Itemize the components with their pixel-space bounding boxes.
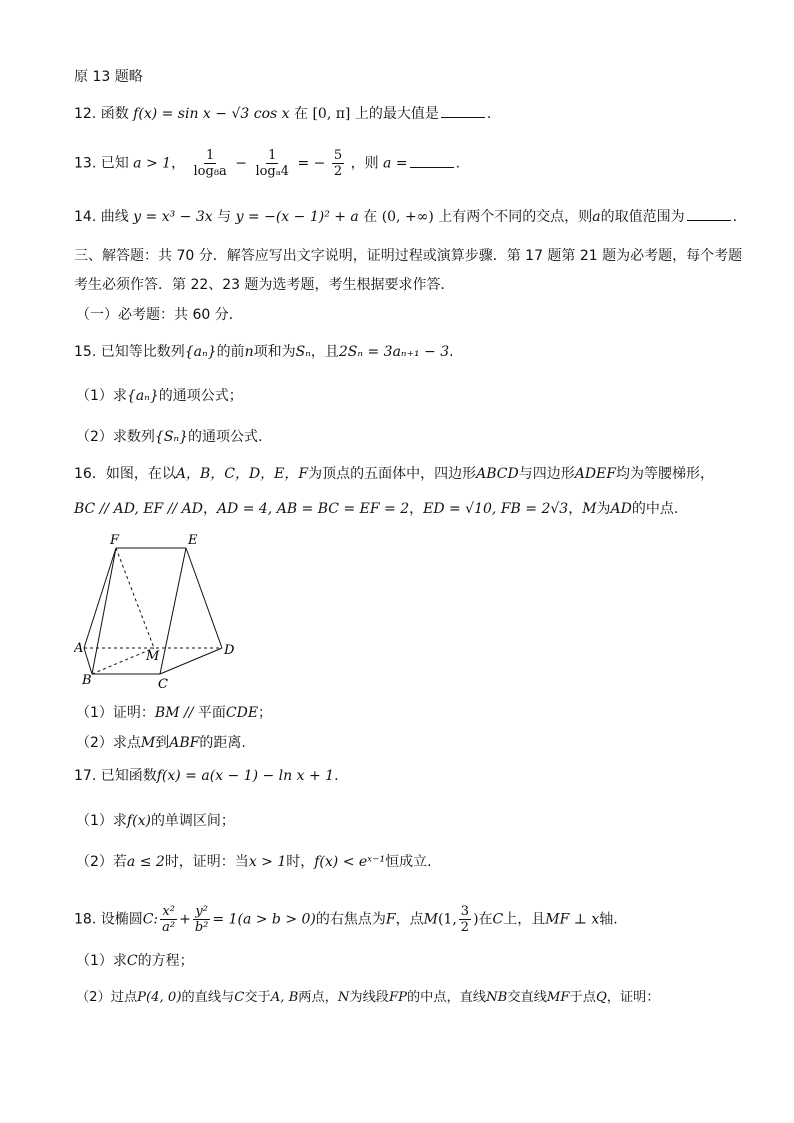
question-15-part-1 [76, 387, 243, 405]
question-14 [74, 208, 737, 226]
q18-perp: MF ⊥ x [545, 911, 600, 928]
q13-fraction-1: $\frac{1}{\text{log₈a}}$ [193, 148, 227, 179]
q17-text: 已知函数 [100, 768, 157, 784]
label-b: B [82, 673, 92, 688]
question-18 [74, 904, 618, 935]
q17-2-mid2: 时， [286, 854, 315, 870]
q14-number: 14. [74, 209, 97, 225]
q13-end: . [455, 155, 461, 172]
q16-2-to: 到 [155, 735, 170, 751]
q17-2-text: （2）若 [76, 854, 127, 870]
q16-midpoint: 的中点. [631, 501, 679, 517]
q13-equals: = − [297, 155, 326, 172]
q17-2-cond: a ≤ 2 [126, 854, 165, 870]
q18-frac-y: $\frac{\text{y²}}{\text{b²}}$ [194, 904, 209, 935]
q18-2-h: ，证明： [606, 990, 660, 1005]
q13-answer-blank[interactable] [410, 155, 454, 168]
q15-text-mid: 的前 [216, 344, 245, 360]
q17-2-mid: 时，证明：当 [164, 854, 249, 870]
q16-sep1: ， [202, 501, 217, 517]
q15-2-post: 的通项公式. [188, 429, 263, 445]
q15-number: 15. [74, 344, 97, 360]
q17-end: . [334, 768, 339, 784]
q16-text-mid: 为顶点的五面体中，四边形 [308, 466, 477, 482]
q16-text: 16．如图，在以 [74, 466, 176, 482]
q15-1-text: （1）求 [76, 388, 127, 404]
pentahedron-diagram [74, 532, 244, 692]
q13-text-post: ，则 [350, 155, 379, 172]
question-16-part-1 [76, 704, 272, 722]
q14-variable: a [592, 209, 601, 225]
q15-1-post: 的通项公式； [158, 388, 243, 404]
q18-2-q: Q [595, 990, 607, 1005]
q14-interval: (0, +∞) [381, 209, 434, 225]
q16-1-bm: BM // [154, 705, 198, 721]
q17-1-post: 的单调区间； [150, 813, 235, 829]
section-3-text-3: （一）必考题：共 60 分． [76, 307, 243, 323]
question-17-part-1 [76, 812, 235, 830]
q18-2-mf: MF [546, 990, 570, 1005]
q15-n: n [244, 344, 254, 360]
omitted-note [74, 68, 143, 86]
q18-2-c-text: 两点， [298, 990, 338, 1005]
q17-function: f(x) = a(x − 1) − ln x + 1 [156, 768, 335, 784]
edge-cd [160, 648, 222, 674]
q18-mid3: 在 [478, 911, 493, 928]
q16-text-post: 均为等腰梯形， [616, 466, 714, 482]
q16-lengths: AD = 4, AB = BC = EF = 2 [216, 501, 410, 517]
q13-text: 已知 [100, 155, 129, 172]
edge-ab [84, 648, 92, 674]
question-16-part-2 [76, 734, 246, 752]
q17-1-f: f(x) [126, 813, 151, 829]
q15-2-text: （2）求数列 [76, 429, 155, 445]
q15-sequence: {aₙ} [184, 344, 217, 360]
q18-2-fp: FP [388, 990, 407, 1005]
question-15 [74, 343, 454, 361]
q14-text-mid: 上有两个不同的交点，则 [438, 209, 593, 225]
q16-ad: AD [610, 501, 632, 517]
q18-2-ab: A, B [270, 990, 299, 1005]
edge-ec [160, 548, 186, 674]
q18-2-text: （2）过点 [76, 990, 138, 1005]
q14-curve-2: y = −(x − 1)² + a [235, 209, 359, 225]
section-3-required [76, 306, 243, 324]
q16-1-text: （1）证明： [76, 705, 155, 721]
q16-m: M [582, 501, 597, 517]
q18-c: C: [142, 911, 159, 928]
q18-frac-x: $\frac{\text{x²}}{\text{a²}}$ [162, 904, 176, 935]
question-17 [74, 767, 339, 785]
q16-2-abf: ABF [169, 735, 200, 751]
q16-sep3: ， [568, 501, 583, 517]
q18-text: 设椭圆 [100, 911, 143, 928]
q12-number: 12. [74, 106, 97, 122]
q14-curve-1: y = x³ − 3x [133, 209, 213, 225]
q16-2-m: M [140, 735, 156, 751]
q16-sep2: ， [409, 501, 424, 517]
q16-parallel: BC // AD, EF // AD [74, 501, 203, 517]
q13-fraction-2: $\frac{1}{\text{logₐ4}}$ [255, 148, 290, 179]
edge-bm-hidden [92, 648, 154, 674]
q17-1-text: （1）求 [76, 813, 127, 829]
label-c: C [158, 677, 168, 692]
q12-function: f(x) = sin x − √3 cos x [133, 106, 290, 122]
q15-text-mid3: ，且 [310, 344, 339, 360]
q13-number: 13. [74, 155, 97, 172]
label-m: M [146, 649, 160, 664]
q15-text-mid2: 项和为 [253, 344, 296, 360]
q18-mid2: ，点 [395, 911, 424, 928]
question-13: 13. 已知 a > 1， $\frac{1}{\text{log₈a}}$ − $\frac{1}{\text{logₐ4}}$ = − $\frac{5}{2}$ ，则 a = . [74, 148, 461, 179]
question-15-part-2 [76, 428, 262, 446]
q18-plus: + [179, 911, 191, 928]
q13-condition: a > 1 [133, 155, 172, 172]
q14-in: 在 [363, 209, 378, 225]
q18-1-post: 的方程； [137, 953, 194, 969]
question-16 [74, 465, 714, 483]
q16-2-text: （2）求点 [76, 735, 141, 751]
q18-2-p: P(4, 0) [137, 990, 182, 1005]
q18-f: F [385, 911, 396, 928]
q18-post: 轴. [599, 911, 618, 928]
q18-2-g: 于点 [569, 990, 596, 1005]
q18-eq: = 1(a > b > 0) [212, 911, 316, 928]
q16-1-plane: 平面 [197, 705, 226, 721]
q18-2-a: 的直线与 [181, 990, 235, 1005]
q16-quad-2: ADEF [574, 466, 616, 482]
q16-is: 为 [596, 501, 611, 517]
q18-mid: 的右焦点为 [315, 911, 386, 928]
q18-m: M [423, 911, 438, 928]
q17-number: 17. [74, 768, 97, 784]
q17-2-post: 恒成立. [385, 854, 432, 870]
q14-and: 与 [217, 209, 232, 225]
label-f: F [110, 533, 120, 548]
q18-2-nb: NB [486, 990, 508, 1005]
section-3-intro-2 [74, 276, 455, 294]
q12-interval: [0, π] [312, 106, 351, 122]
q18-frac-m: $\frac{3}{2}$ [460, 904, 470, 935]
q16-quad-1: ABCD [476, 466, 519, 482]
q13-variable: a = [383, 155, 408, 172]
label-d: D [224, 643, 235, 658]
q14-end: . [732, 209, 738, 225]
q17-2-x: x > 1 [248, 854, 287, 870]
q18-mid4: 上，且 [503, 911, 546, 928]
question-17-part-2 [76, 853, 432, 871]
q12-text: 函数 [100, 106, 129, 122]
q16-lengths-2: ED = √10, FB = 2√3 [423, 501, 569, 517]
q16-2-post: 的距离. [199, 735, 246, 751]
q13-fraction-3: $\frac{5}{2}$ [333, 148, 343, 179]
q18-m-coord-post: ) [473, 911, 479, 928]
q18-c2: C [492, 911, 504, 928]
edge-fm-hidden [116, 548, 154, 648]
q12-end: . [486, 106, 492, 122]
note-text: 原 13 题略 [74, 69, 143, 85]
q16-text-mid2: 与四边形 [518, 466, 575, 482]
section-3-text-2: 考生必须作答．第 22、23 题为选考题，考生根据要求作答． [74, 277, 455, 293]
q18-2-b: 交于 [244, 990, 271, 1005]
q15-1-sequence: {aₙ} [126, 388, 159, 404]
q18-2-f: 交直线 [507, 990, 547, 1005]
q18-2-d: 为线段 [349, 990, 389, 1005]
q18-1-c: C [126, 953, 138, 969]
q17-2-ineq: f(x) < eˣ⁻¹ [314, 854, 386, 870]
q14-answer-blank[interactable] [687, 208, 731, 221]
label-e: E [188, 533, 198, 548]
q12-text-post: 上的最大值是 [354, 106, 439, 122]
question-16-conditions [74, 500, 678, 518]
q18-2-c: C [234, 990, 245, 1005]
question-18-part-1 [76, 952, 194, 970]
q16-1-end: ； [258, 705, 273, 721]
q15-text: 已知等比数列 [100, 344, 185, 360]
q15-2-sequence: {Sₙ} [154, 429, 189, 445]
q18-m-coord-pre: (1, [437, 911, 457, 928]
q18-2-e: 的中点，直线 [407, 990, 487, 1005]
question-12 [74, 105, 491, 123]
edge-ed [186, 548, 222, 648]
q12-text-in: 在 [294, 106, 308, 122]
q18-number: 18. [74, 911, 97, 928]
q15-end: . [449, 344, 454, 360]
q15-sum: Sₙ [295, 344, 311, 360]
pentahedron-figure [74, 532, 244, 692]
q14-text: 曲线 [100, 209, 129, 225]
q15-equation: 2Sₙ = 3aₙ₊₁ − 3 [338, 344, 450, 360]
question-18-part-2 [76, 989, 660, 1007]
q16-points: A，B，C，D，E，F [175, 466, 309, 482]
q18-2-n: N [337, 990, 350, 1005]
q14-text-post: 的取值范围为 [600, 209, 685, 225]
q16-1-cde: CDE [225, 705, 259, 721]
q18-1-text: （1）求 [76, 953, 127, 969]
label-a: A [74, 641, 84, 656]
q12-answer-blank[interactable] [441, 105, 485, 118]
section-3-intro-1 [74, 247, 742, 265]
section-3-text-1: 三、解答题：共 70 分．解答应写出文字说明，证明过程或演算步骤．第 17 题第 21 题为必考题，每个考题 [74, 248, 743, 264]
